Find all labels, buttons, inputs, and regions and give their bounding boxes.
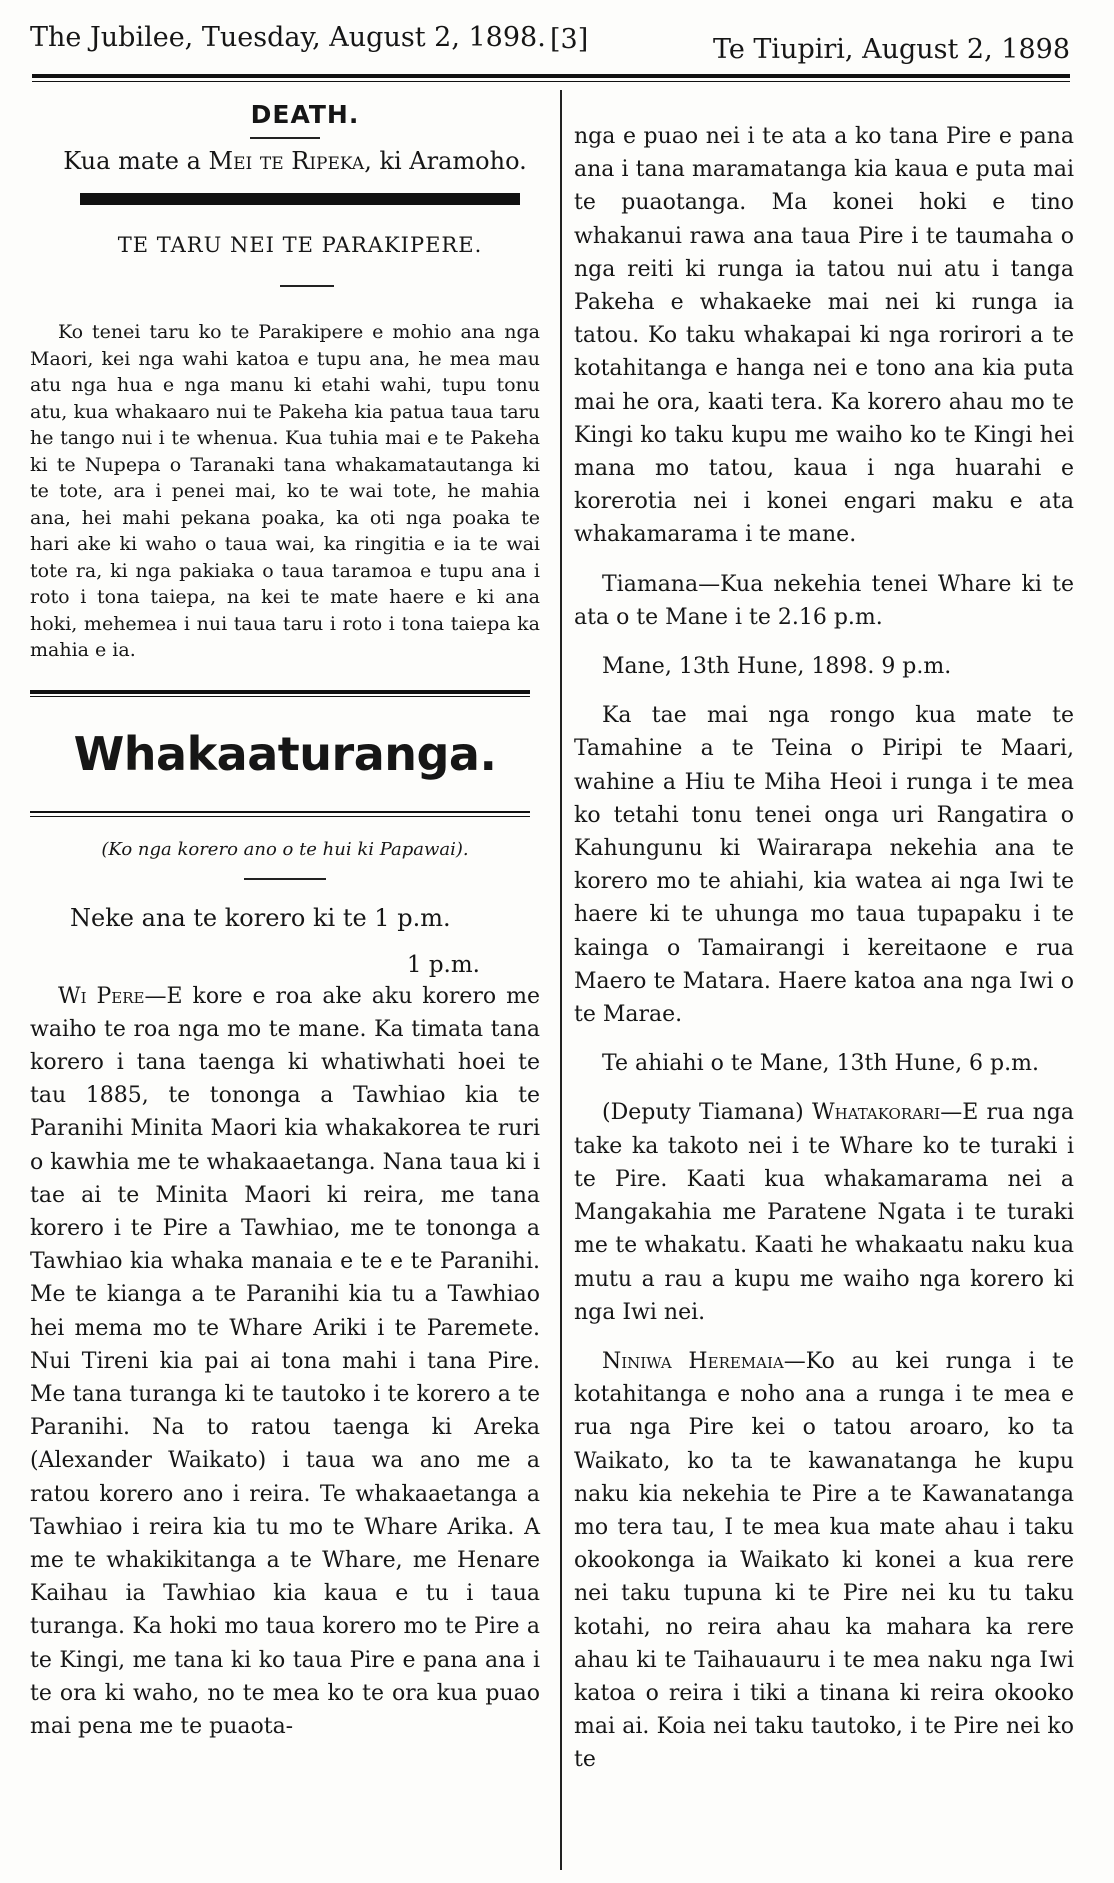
header-rule-thin bbox=[32, 81, 1070, 82]
death-heading: DEATH. bbox=[250, 100, 360, 129]
page-number: [3] bbox=[550, 24, 589, 55]
taru-rule bbox=[280, 285, 334, 287]
continued-paragraph: nga e puao nei i te ata a ko tana Pire e pana ana i tana maramatanga kia kaua e puta mai te puaotanga. Ma konei hoki e tino whakanui rawa ana taua Pire i te taumaha o nga reiti ki runga ia tatou nui atu i tanga Pakeha e whakaeke mai nei ki runga ia tatou. Ko taku whakapai ki nga rorirori a te kotahitanga e hanga nei e tono ana kia puta mai he ora, kaati tera. Ka korero ahau mo te Kingi ko taku kupu me waiho ko te Kingi hei mana mo tatou, kaua i nga huarahi e korerotia nei i konei engari maku e ata whakamarama i te mane. bbox=[574, 124, 1074, 548]
speaker-niniwa-heremaia: Niniwa Heremaia bbox=[602, 1348, 784, 1374]
header-english-title: The Jubilee, Tuesday, August 2, 1898. bbox=[30, 22, 546, 53]
death-text-after: , ki Aramoho. bbox=[364, 147, 527, 175]
heading-rule-thick bbox=[30, 811, 530, 813]
taru-article: Ko tenei taru ko te Parakipere e mohio ana nga Maori, kei nga wahi katoa e tupu ana, he mea mau atu nga hua e nga manu ki etahi wahi, tupu tonu atu, kua whakaaro nui te Pakeha kia patua taua taru he tango nui i te whenua. Kua tuhia mai e te Pakeha ki te Nupepa o Taranaki tana whakamatautanga ki te tote, ara i penei mai, ko te wai tote, he mahia ana, hei mahi pekana poaka, ka oti nga poaka te hari ake ki waho o taua wai, ka ringitia e ia te wai tote ra, ki nga pakiaka o taua taramoa e tupu ana i roto i tona taiepa, na kei te mate haere e ki ana hoki, mehemea i nui taua taru i roto i tona taiepa ka mahia e ia. bbox=[30, 321, 540, 661]
date-line-ahiahi: Te ahiahi o te Mane, 13th Hune, 6 p.m. bbox=[602, 1051, 1039, 1077]
subtitle-rule bbox=[244, 878, 326, 880]
speaker-whatakorari: Whatakorari bbox=[812, 1100, 941, 1126]
mourning-paragraph: Ka tae mai nga rongo kua mate te Tamahine a te Teina o Piripi te Maari, wahine a Hiu te Miha Heoi i runga i te mea ko tetahi tonu tenei onga uri Rangatira o Kahungunu ki Wairarapa nekehia ana te korero mo te ahiahi, kia watea ai nga Iwi te haere ki te uhunga mo taua tupapaku i te kainga o Tamairangi i kereitaone e rua Maero te Matara. Haere katoa ana nga Iwi o te Marae. bbox=[574, 703, 1074, 1028]
taru-heading: TE TARU NEI TE PARAKIPERE. bbox=[117, 233, 483, 257]
article-rule-thin bbox=[30, 696, 530, 697]
deputy-prefix: (Deputy Tiamana) bbox=[602, 1100, 813, 1126]
death-notice bbox=[50, 147, 540, 175]
heading-rule-thin bbox=[30, 816, 530, 817]
date-line-mane: Mane, 13th Hune, 1898. 9 p.m. bbox=[602, 654, 952, 680]
page-header bbox=[30, 22, 1070, 65]
section-bar bbox=[80, 193, 520, 205]
whakaaturanga-subtitle: (Ko nga korero ano o te hui ki Papawai). bbox=[101, 838, 469, 860]
speaker-wi-pere: Wi Pere bbox=[58, 983, 145, 1009]
right-column bbox=[574, 120, 1074, 1793]
neke-line: Neke ana te korero ki te 1 p.m. bbox=[70, 903, 451, 932]
time-stamp: 1 p.m. bbox=[406, 951, 480, 978]
death-text-before: Kua mate a bbox=[63, 147, 209, 175]
whatakorari-speech bbox=[574, 1096, 1074, 1328]
death-rule bbox=[250, 137, 320, 139]
article-rule-thick bbox=[30, 690, 530, 694]
niniwa-speech bbox=[574, 1345, 1074, 1777]
wi-pere-speech bbox=[30, 980, 540, 1744]
niniwa-text: —Ko au kei runga i te kotahitanga e noho ana a runga i te mea e rua nga Pire kei o tatou aroaro, ko ta Waikato, ko ta te kawanatanga he kupu naku kia nekehia te Pire a te Kawanatanga mo tera tau, I te mea kua mate ahau i taku okookonga ia Waikato ki konei a kua rere nei taku tupuna ki te Pire nei ku tu taku kotahi, no reira ahau ka mahara ka rere ahau ki te Taihauauru i te mea naku nga Iwi katoa o reira i tiki a tinana ki reira okooko mai ai. Koia nei taku tautoko, i te Pire nei ko te bbox=[574, 1348, 1074, 1773]
column-divider bbox=[560, 90, 562, 1870]
header-rule-thick bbox=[32, 74, 1070, 78]
header-maori-title: Te Tiupiri, August 2, 1898 bbox=[712, 34, 1070, 65]
whatakorari-text: —E rua nga take ka takoto nei i te Whare ko te turaki i te Pire. Kaati kua whakamarama nei a Mangakahia me Paratene Ngata i te turaki me te whakatu. Kaati he whakaatu naku kua mutu a rau a kupu me waiho nga korero ki nga Iwi nei. bbox=[574, 1100, 1074, 1325]
wi-pere-text: —E kore e roa ake aku korero me waiho te roa nga mo te mane. Ka timata tana korero i tana taenga ki whatiwhati hoei te tau 1885, te tononga a Tawhiao kia te Paranihi Minita Maori kia whakakorea te ruri o kawhia me te whakaaetanga. Nana taua ki i tae ai te Minita Maori ki reira, me tana korero i te Pire a Tawhiao, me te tononga a Tawhiao kia whaka manaia e te e te Paranihi. Me te kianga a te Paranihi kia tu a Tawhiao hei mema mo te Whare Ariki i te Paremete. Nui Tireni kia pai ai tona mahi i tana Pire. Me tana turanga ki te tautoko i te korero a te Paranihi. Na to ratou taenga ki Areka (Alexander Waikato) i taua wa ano me a ratou korero ano i reira. Te whakaaetanga a Tawhiao i reira kia tu mo te Whare Arika. A me te whakikitanga a te Whare, me Henare Kaihau ia Tawhiao kia kaua e tu i taua turanga. Ka hoki mo taua korero mo te Pire a te Kingi, me tana ki ko taua Pire e pana ana i te ora ki waho, no te mea ko te ora kua puao mai pena me te puaota- bbox=[30, 983, 541, 1739]
left-column bbox=[30, 100, 540, 1743]
tiamana-paragraph: Tiamana—Kua nekehia tenei Whare ki te ata o te Mane i te 2.16 p.m. bbox=[574, 571, 1074, 630]
death-name: Mei te Ripeka bbox=[208, 147, 365, 175]
whakaaturanga-heading: Whakaaturanga. bbox=[73, 726, 497, 781]
